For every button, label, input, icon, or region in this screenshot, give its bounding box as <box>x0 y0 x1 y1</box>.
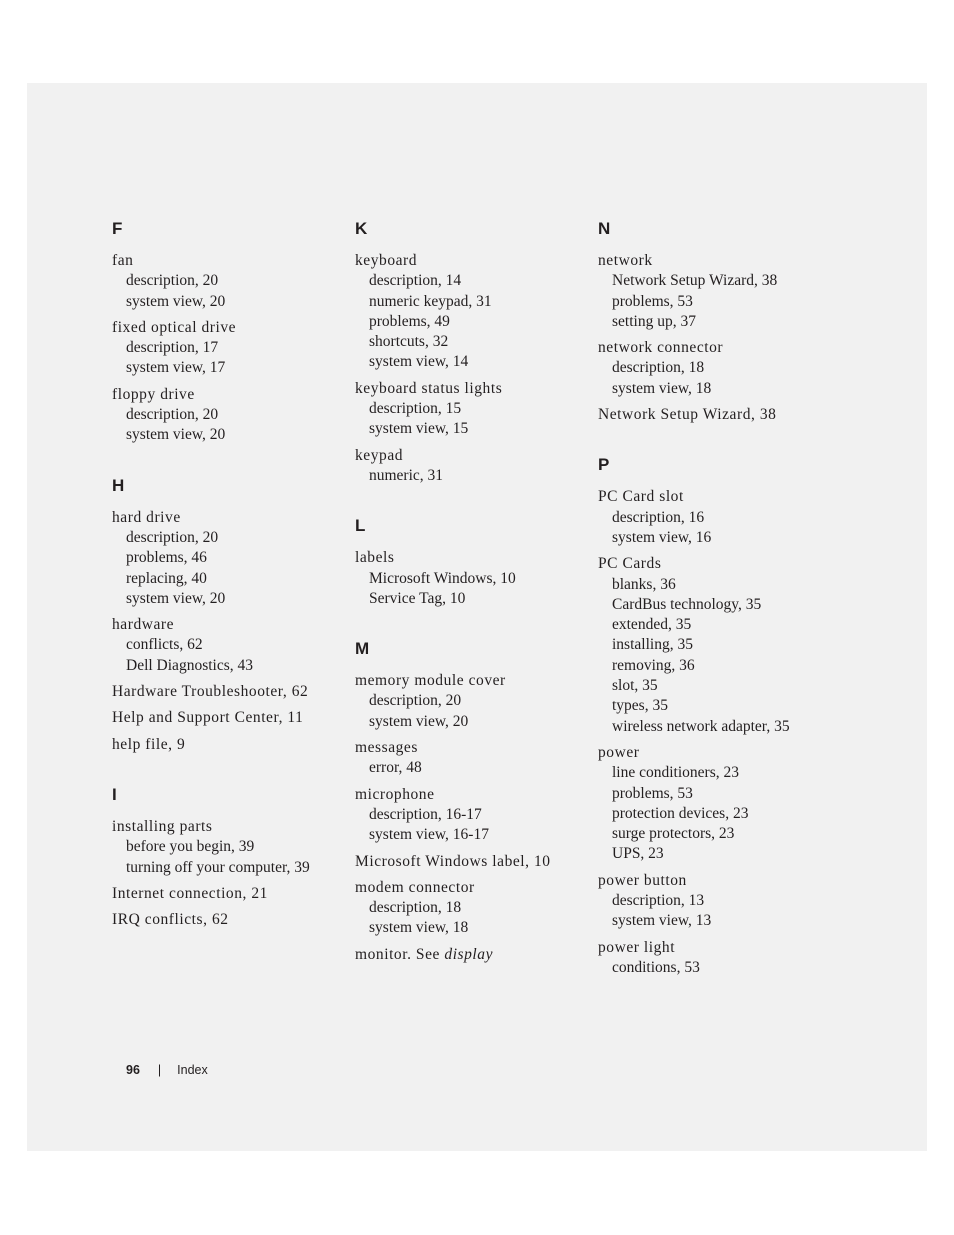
index-subentry: system view, 18 <box>369 919 469 937</box>
index-entry <box>598 743 833 865</box>
index-subentry: problems, 46 <box>126 549 207 567</box>
index-subentry: description, 20 <box>126 528 219 546</box>
index-term-text: microphone <box>355 785 435 803</box>
index-term <box>598 487 833 507</box>
index-subentry: system view, 13 <box>612 912 712 930</box>
index-subentry: Microsoft Windows, 10 <box>369 569 516 587</box>
index-term-text: Internet connection, 21 <box>112 884 268 902</box>
index-entry <box>355 251 590 373</box>
index-term <box>112 385 347 405</box>
index-subentry: problems, 53 <box>612 292 693 310</box>
index-subentry: conditions, 53 <box>612 958 700 976</box>
footer-section-name: Index <box>177 1063 208 1077</box>
index-entry <box>598 405 833 425</box>
index-term-text: monitor. See <box>355 945 445 963</box>
index-entry <box>355 548 590 609</box>
index-subentry: description, 16 <box>612 508 705 526</box>
index-entry <box>355 878 590 939</box>
index-term <box>112 708 347 728</box>
index-subentry: description, 20 <box>369 692 462 710</box>
index-entry <box>112 708 347 728</box>
index-section <box>598 455 833 978</box>
index-subentry: description, 18 <box>612 359 705 377</box>
index-term <box>355 548 590 568</box>
index-subentry: system view, 20 <box>126 589 226 607</box>
index-entry <box>598 938 833 979</box>
index-subentry: description, 20 <box>126 406 219 424</box>
index-term-text: Hardware Troubleshooter, 62 <box>112 683 309 701</box>
index-subentry: UPS, 23 <box>612 845 664 863</box>
index-term-text: network <box>598 252 653 269</box>
index-subentry: system view, 15 <box>369 420 469 438</box>
index-subentry: wireless network adapter, 35 <box>612 717 790 735</box>
index-subentry: description, 18 <box>369 899 462 917</box>
index-subentry: shortcuts, 32 <box>369 333 449 351</box>
index-entry <box>355 785 590 846</box>
index-term-text: keyboard <box>355 252 418 269</box>
index-term <box>112 318 347 338</box>
index-subentry: numeric, 31 <box>369 466 444 484</box>
index-entry <box>355 852 590 872</box>
section-letter: H <box>112 475 125 495</box>
index-term <box>355 671 590 691</box>
index-entry <box>598 554 833 737</box>
index-term-text: fixed optical drive <box>112 318 237 336</box>
index-subentry: setting up, 37 <box>612 312 696 330</box>
index-subentry: description, 15 <box>369 400 462 418</box>
index-subentry: system view, 20 <box>126 292 226 310</box>
index-section <box>112 219 347 446</box>
index-term <box>598 251 833 271</box>
index-term-text: hard drive <box>112 508 181 526</box>
index-subentry: installing, 35 <box>612 636 693 654</box>
index-term <box>355 738 590 758</box>
index-subentry: protection devices, 23 <box>612 804 749 822</box>
index-term <box>598 405 833 425</box>
index-entry <box>598 487 833 548</box>
footer-separator: | <box>157 1063 162 1077</box>
index-section <box>355 219 590 486</box>
index-entry <box>598 338 833 399</box>
index-term-text: help file, 9 <box>112 735 186 753</box>
index-subentry: extended, 35 <box>612 616 692 634</box>
section-letter: K <box>355 219 368 238</box>
index-subentry: blanks, 36 <box>612 575 676 593</box>
index-term <box>112 508 347 528</box>
index-term <box>112 251 347 271</box>
index-entry <box>112 251 347 312</box>
index-subentry: system view, 14 <box>369 353 469 371</box>
index-term-text: PC Cards <box>598 555 662 573</box>
index-term <box>355 251 590 271</box>
index-term <box>355 785 590 805</box>
index-term <box>112 735 347 755</box>
index-subentry: description, 13 <box>612 892 705 910</box>
index-entry <box>112 735 347 755</box>
index-term <box>112 817 347 837</box>
index-subentry: turning off your computer, 39 <box>126 858 310 876</box>
section-letter: I <box>112 784 117 804</box>
index-subentry: Service Tag, 10 <box>369 589 466 607</box>
index-section <box>598 219 833 425</box>
section-letter: P <box>598 455 610 475</box>
index-column-3 <box>598 219 833 1008</box>
index-term-text: power button <box>598 871 687 889</box>
index-subentry: Network Setup Wizard, 38 <box>612 272 778 290</box>
index-term <box>598 743 833 763</box>
index-term-text: PC Card slot <box>598 488 684 506</box>
index-entry <box>355 379 590 440</box>
index-section <box>355 516 590 609</box>
index-subentry: line conditioners, 23 <box>612 764 739 782</box>
index-term-text: Network Setup Wizard, 38 <box>598 406 777 424</box>
index-term-text: IRQ conflicts, 62 <box>112 911 229 929</box>
index-entry <box>112 385 347 446</box>
see-reference: display <box>444 945 494 963</box>
index-term <box>112 910 347 930</box>
index-subentry: removing, 36 <box>612 656 695 674</box>
index-term <box>355 379 590 399</box>
index-term-text: installing parts <box>112 817 213 835</box>
index-subentry: description, 14 <box>369 272 462 290</box>
page-number: 96 <box>126 1063 140 1077</box>
index-term <box>598 554 833 574</box>
index-subentry: before you begin, 39 <box>126 838 255 856</box>
index-subentry: system view, 16 <box>612 528 712 546</box>
section-letter: M <box>355 639 370 659</box>
index-subentry: system view, 17 <box>126 359 226 377</box>
index-subentry: error, 48 <box>369 759 422 777</box>
index-entry <box>112 318 347 379</box>
index-entry <box>112 615 347 676</box>
index-subentry: types, 35 <box>612 697 668 715</box>
index-term-text: power <box>598 743 640 761</box>
index-term <box>355 945 590 965</box>
index-term-text: network connector <box>598 339 724 357</box>
index-term-text: power light <box>598 938 676 956</box>
index-term-text: keyboard status lights <box>355 379 503 397</box>
index-term <box>355 852 590 872</box>
index-subentry: description, 20 <box>126 272 219 290</box>
index-subentry: numeric keypad, 31 <box>369 292 492 310</box>
index-term-text: Microsoft Windows label, 10 <box>355 852 551 870</box>
index-entry <box>355 446 590 487</box>
index-term-text: keypad <box>355 446 404 464</box>
index-term-text: Help and Support Center, 11 <box>112 709 304 727</box>
index-subentry: replacing, 40 <box>126 569 207 587</box>
index-subentry: system view, 20 <box>126 426 226 444</box>
index-subentry: system view, 18 <box>612 379 712 397</box>
index-term-text: hardware <box>112 616 175 634</box>
index-section <box>355 639 590 965</box>
index-entry <box>355 671 590 732</box>
index-term <box>598 938 833 958</box>
index-subentry: description, 16-17 <box>369 805 482 823</box>
index-section <box>112 476 347 755</box>
index-term-text: modem connector <box>355 878 475 896</box>
index-term <box>112 884 347 904</box>
section-letter: L <box>355 516 366 536</box>
index-subentry: system view, 16-17 <box>369 826 489 844</box>
section-letter: F <box>112 219 123 238</box>
index-subentry: description, 17 <box>126 339 219 357</box>
index-term <box>112 615 347 635</box>
index-entry <box>112 508 347 609</box>
index-subentry: CardBus technology, 35 <box>612 595 762 613</box>
index-subentry: slot, 35 <box>612 677 658 695</box>
index-term <box>355 446 590 466</box>
index-term-text: labels <box>355 549 395 567</box>
index-entry <box>112 910 347 930</box>
index-entry <box>112 682 347 702</box>
index-column-2 <box>355 219 590 995</box>
index-term-text: floppy drive <box>112 385 195 403</box>
index-term-text: memory module cover <box>355 672 506 690</box>
index-subentry: Dell Diagnostics, 43 <box>126 656 253 674</box>
index-entry <box>112 884 347 904</box>
index-term-text: messages <box>355 739 418 757</box>
index-entry <box>598 871 833 932</box>
index-subentry: problems, 53 <box>612 784 693 802</box>
index-term <box>598 338 833 358</box>
page-footer <box>126 1062 208 1078</box>
index-term <box>355 878 590 898</box>
index-entry <box>355 738 590 779</box>
index-section <box>112 785 347 930</box>
index-subentry: surge protectors, 23 <box>612 825 735 843</box>
index-column-1 <box>112 219 347 960</box>
index-entry <box>355 945 590 965</box>
index-entry <box>598 251 833 332</box>
index-subentry: conflicts, 62 <box>126 636 203 654</box>
index-term <box>112 682 347 702</box>
index-subentry: problems, 49 <box>369 312 450 330</box>
section-letter: N <box>598 219 611 238</box>
index-entry <box>112 817 347 878</box>
index-term-text: fan <box>112 252 134 269</box>
index-subentry: system view, 20 <box>369 712 469 730</box>
index-term <box>598 871 833 891</box>
